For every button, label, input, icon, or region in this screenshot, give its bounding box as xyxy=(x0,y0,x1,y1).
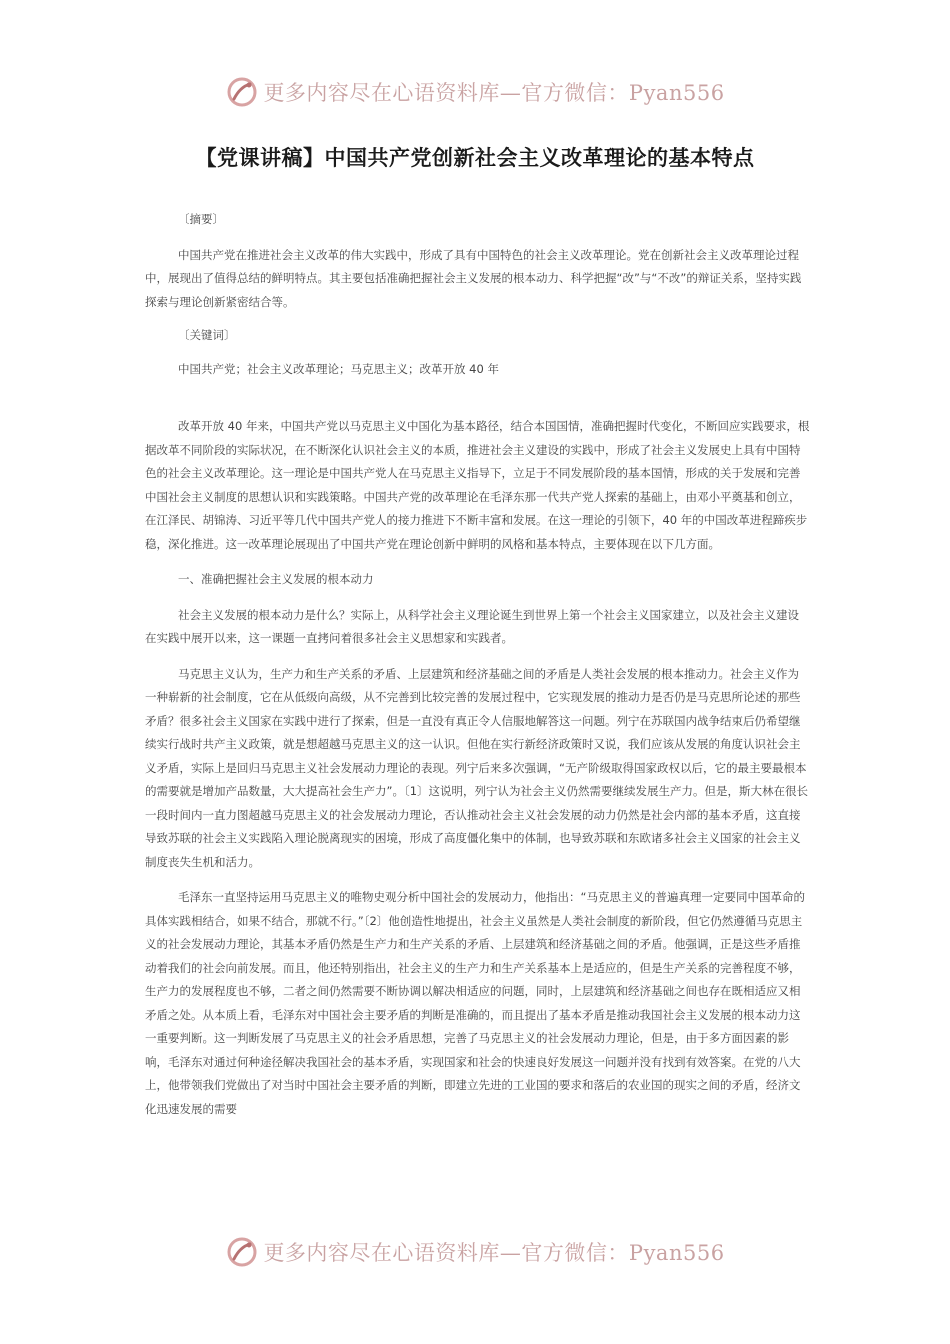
intro-paragraph: 改革开放 40 年来，中国共产党以马克思主义中国化为基本路径，结合本国国情，准确把握时代变化，不断回应实践要求，根据改革不同阶段的实际状况，在不断深化认识社会主义的本质，推进社会主义建设的实践中，形成了社会主义发展史上具有中国特色的社会主义改革理论。这一理论是中国共产党人在马克思主义指导下，立足于不同发展阶段的基本国情，形成的关于发展和完善中国社会主义制度的思想认识和实践策略。中国共产党的改革理论在毛泽东那一代共产党人探索的基础上，由邓小平奠基和创立，在江泽民、胡锦涛、习近平等几代中国共产党人的接力推进下不断丰富和发展。在这一理论的引领下，40 年的中国改革进程蹄疾步稳，深化推进。这一改革理论展现出了中国共产党在理论创新中鲜明的风格和基本特点，主要体现在以下几方面。 xyxy=(145,419,810,551)
body-paragraph-3: 毛泽东一直坚持运用马克思主义的唯物史观分析中国社会的发展动力，他指出：“马克思主义的普遍真理一定要同中国革命的具体实践相结合，如果不结合，那就不行。”〔2〕他创造性地提出，社会主义虽然是人类社会制度的新阶段，但它仍然遵循马克思主义的社会发展动力理论，其基本矛盾仍然是生产力和生产关系的矛盾、上层建筑和经济基础之间的矛盾。他强调，正是这些矛盾推动着我们的社会向前发展。而且，他还特别指出，社会主义的生产力和生产关系基本上是适应的，但是生产关系的完善程度不够，生产力的发展程度也不够，二者之间仍然需要不断协调以解决相适应的问题，同时，上层建筑和经济基础之间也存在既相适应又相矛盾之处。从本质上看，毛泽东对中国社会主要矛盾的判断是准确的，而且提出了基本矛盾是推动我国社会主义发展的根本动力这一重要判断。这一判断发展了马克思主义的社会矛盾思想，完善了马克思主义的社会发展动力理论，但是，由于多方面因素的影响，毛泽东对通过何种途径解决我国社会的基本矛盾，实现国家和社会的快速良好发展这一问题并没有找到有效答案。在党的八大上，他带领我们党做出了对当时中国社会主要矛盾的判断，即建立先进的工业国的要求和落后的农业国的现实之间的矛盾，经济文化迅速发展的需要 xyxy=(145,890,805,1116)
keywords-label: 〔关键词〕 xyxy=(178,328,236,342)
brush-logo-icon xyxy=(225,1235,259,1269)
abstract-label: 〔摘要〕 xyxy=(178,212,224,226)
document-body xyxy=(145,208,810,1121)
body-paragraph-2: 马克思主义认为，生产力和生产关系的矛盾、上层建筑和经济基础之间的矛盾是人类社会发展的根本推动力。社会主义作为一种崭新的社会制度，它在从低级向高级，从不完善到比较完善的发展过程中，它实现发展的推动力是否仍是马克思所论述的那些矛盾？很多社会主义国家在实践中进行了探索，但是一直没有真正令人信服地解答这一问题。列宁在苏联国内战争结束后仍希望继续实行战时共产主义政策，就是想超越马克思主义的这一认识。但他在实行新经济政策时又说，我们应该从发展的角度认识社会主义矛盾，实际上是回归马克思主义社会发展动力理论的表现。列宁后来多次强调，“无产阶级取得国家政权以后，它的最主要最根本的需要就是增加产品数量，大大提高社会生产力”。〔1〕这说明，列宁认为社会主义仍然需要继续发展生产力。但是，斯大林在很长一段时间内一直力图超越马克思主义的社会发展动力理论，否认推动社会主义社会发展的动力仍然是社会内部的基本矛盾，这直接导致苏联的社会主义实践陷入理论脱离现实的困境，形成了高度僵化集中的体制，也导致苏联和东欧诸多社会主义国家的社会主义制度丧失生机和活力。 xyxy=(145,666,809,869)
abstract-text: 中国共产党在推进社会主义改革的伟大实践中，形成了具有中国特色的社会主义改革理论。党在创新社会主义改革理论过程中，展现出了值得总结的鲜明特点。其主要包括准确把握社会主义发展的根本动力、科学把握“改”与“不改”的辩证关系，坚持实践探索与理论创新紧密结合等。 xyxy=(145,247,802,309)
watermark-text: 更多内容尽在心语资料库—官方微信：Pyan556 xyxy=(263,81,725,105)
keywords-text: 中国共产党；社会主义改革理论；马克思主义；改革开放 40 年 xyxy=(178,361,499,376)
watermark-text: 更多内容尽在心语资料库—官方微信：Pyan556 xyxy=(263,1241,725,1265)
brush-logo-icon xyxy=(225,75,259,109)
body-paragraph-1: 社会主义发展的根本动力是什么？实际上，从科学社会主义理论诞生到世界上第一个社会主义国家建立，以及社会主义建设在实践中展开以来，这一课题一直拷问着很多社会主义思想家和实践者。 xyxy=(145,607,799,645)
watermark-banner-top xyxy=(0,72,950,112)
watermark-banner-bottom xyxy=(0,1232,950,1272)
section-heading: 一、准确把握社会主义发展的根本动力 xyxy=(178,572,374,586)
page-title: 【党课讲稿】中国共产党创新社会主义改革理论的基本特点 xyxy=(195,146,755,170)
